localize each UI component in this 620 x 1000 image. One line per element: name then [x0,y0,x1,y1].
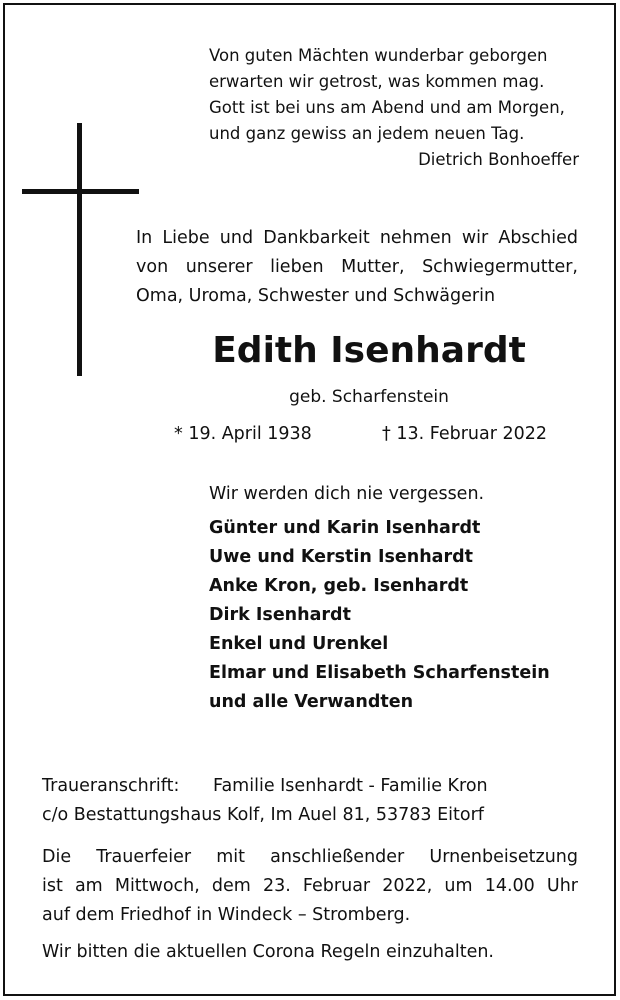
poem-line: Von guten Mächten wunderbar geborgen [209,46,548,65]
death-date: † 13. Februar 2022 [382,424,547,444]
poem-line: erwarten wir getrost, was kommen mag. [209,72,545,91]
bonhoeffer-poem [209,43,579,173]
mourners-list [209,514,550,717]
address-line-2: c/o Bestattungshaus Kolf, Im Auel 81, 53783 Eitorf [42,805,484,825]
deceased-name: Edith Isenhardt [212,330,526,371]
address-line-1 [42,772,578,801]
mourner-name: Uwe und Kerstin Isenhardt [209,547,474,567]
mourner-name: Elmar und Elisabeth Scharfenstein [209,663,550,683]
service-line: ist am Mittwoch, dem 23. Februar 2022, um 14.00 Uhr [42,876,578,896]
birth-date: * 19. April 1938 [174,424,312,444]
funeral-service-info [42,843,578,930]
corona-notice: Wir bitten die aktuellen Corona Regeln einzuhalten. [42,942,494,962]
mourner-name: Anke Kron, geb. Isenhardt [209,576,469,596]
service-line: Die Trauerfeier mit anschließender Urnenbeisetzung [42,847,578,867]
cross-icon-horizontal-bar [22,189,139,194]
poem-line: Gott ist bei uns am Abend und am Morgen, [209,98,565,117]
birth-name: geb. Scharfenstein [289,387,449,407]
mourner-name: und alle Verwandten [209,692,414,712]
poem-line: und ganz gewiss an jedem neuen Tag. [209,124,525,143]
service-line: auf dem Friedhof in Windeck – Stromberg. [42,905,411,925]
farewell-intro [136,224,578,311]
address-label: Traueranschrift: [42,776,180,796]
mourner-name: Dirk Isenhardt [209,605,351,625]
cross-icon-vertical-bar [77,123,82,376]
poem-author: Dietrich Bonhoeffer [418,150,579,169]
mourner-name: Günter und Karin Isenhardt [209,518,481,538]
mourning-address [42,772,578,830]
mourner-name: Enkel und Urenkel [209,634,389,654]
intro-line: Oma, Uroma, Schwester und Schwägerin [136,286,496,306]
address-family: Familie Isenhardt - Familie Kron [213,776,488,796]
farewell-line: Wir werden dich nie vergessen. [209,484,485,504]
intro-line: In Liebe und Dankbarkeit nehmen wir Abschied [136,228,578,248]
intro-line: von unserer lieben Mutter, Schwiegermutter, [136,257,578,277]
